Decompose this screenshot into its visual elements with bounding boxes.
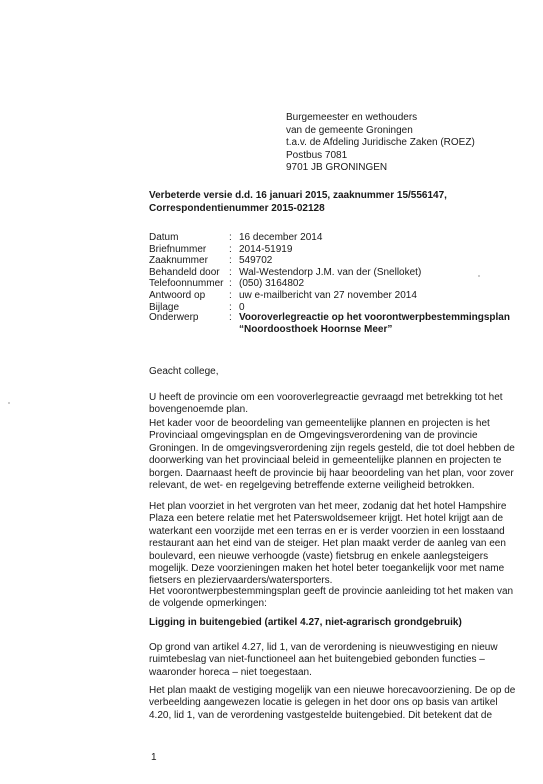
meta-label: Briefnummer <box>149 243 207 255</box>
subject-value: Vooroverlegreactie op het voorontwerpbestemmingsplan “Noordoosthoek Hoornse Meer” <box>239 312 510 335</box>
paragraph: Op grond van artikel 4.27, lid 1, van de verordening is nieuwvestiging en nieuw ruimtebeslag van niet-functioneel aan het buitengebied gebonden functies – waaronder horeca – niet toegestaan. <box>149 642 498 678</box>
meta-separator: : <box>229 255 232 267</box>
meta-label: Zaaknummer <box>149 255 208 267</box>
meta-label: Telefoonnummer <box>149 278 224 290</box>
address-line: van de gemeente Groningen <box>286 124 413 136</box>
meta-value: 16 december 2014 <box>239 232 323 243</box>
meta-row-telefoonnummer <box>149 278 421 290</box>
recipient-address <box>286 112 475 175</box>
subject-label: Onderwerp <box>149 312 199 323</box>
address-line: t.a.v. de Afdeling Juridische Zaken (ROEZ) <box>286 137 475 148</box>
meta-separator: : <box>229 301 232 313</box>
paragraph: U heeft de provincie om een vooroverlegreactie gevraagd met betrekking tot het bovengenoemde plan. <box>149 392 503 416</box>
meta-value: uw e-mailbericht van 27 november 2014 <box>239 289 417 301</box>
meta-separator: : <box>229 289 232 301</box>
subject-line <box>149 312 529 336</box>
meta-value: 2014-51919 <box>239 243 293 255</box>
meta-value: 549702 <box>239 255 273 267</box>
meta-separator: : <box>229 232 232 243</box>
salutation: Geacht college, <box>149 366 219 377</box>
meta-label: Bijlage <box>149 301 180 313</box>
paragraph: Het kader voor de beoordeling van gemeentelijke plannen en projecten is het Provinciaal omgevingsplan en de Omgevingsverordening van de provincie Groningen. In de omgevingsverordening zijn regels gesteld, die tot doel hebben de doorwerking van het provinciaal beleid in gemeentelijke plannen en projecten te borgen. Daarnaast heeft de provincie bij haar beoordeling van het plan, voor zover relevant, de wet- en regelgeving betreffende externe veiligheid betrokken. <box>149 418 515 492</box>
meta-row-antwoord-op <box>149 290 421 302</box>
meta-row-datum <box>149 232 421 244</box>
meta-separator: : <box>229 266 232 278</box>
meta-separator: : <box>229 278 232 290</box>
paragraph: Het plan maakt de vestiging mogelijk van een nieuwe horecavoorziening. De op de verbeelding aangewezen locatie is gelegen in het door ons op basis van artikel 4.20, lid 1, van de verordening vastgestelde buitengebied. Dit betekent dat de <box>149 685 516 721</box>
meta-separator: : <box>229 243 232 255</box>
address-line: Postbus 7081 <box>286 149 348 161</box>
version-note: Verbeterde versie d.d. 16 januari 2015, zaaknummer 15/556147, Correspondentienummer 2015-02128 <box>149 190 447 214</box>
meta-label: Datum <box>149 232 179 243</box>
meta-value: Wal-Westendorp J.M. van der (Snelloket) <box>239 266 422 278</box>
scan-speck <box>8 402 10 404</box>
meta-value: (050) 3164802 <box>239 278 305 290</box>
paragraph: Het plan voorziet in het vergroten van het meer, zodanig dat het hotel Hampshire Plaza een betere relatie met het Paterswoldsemeer krijgt. Het hotel krijgt aan de waterkant een voorzijde met een terras en er is verder voorzien in een losstaand restaurant aan het eind van de steiger. Het plan maakt verder de aanleg van een boulevard, een nieuwe verhoogde (vaste) fietsbrug en enkele aanlegsteigers mogelijk. Deze voorzieningen maken het hotel beter toegankelijk voor met name fietsers en pleziervaarders/watersporters. <box>149 501 507 587</box>
section-heading: Ligging in buitengebied (artikel 4.27, niet-agrarisch grondgebruik) <box>149 617 462 628</box>
meta-row-behandeld-door <box>149 267 421 279</box>
meta-row-zaaknummer <box>149 255 421 267</box>
paragraph: Het voorontwerpbestemmingsplan geeft de provincie aanleiding tot het maken van de volgende opmerkingen: <box>149 586 514 610</box>
address-line: Burgemeester en wethouders <box>286 112 418 123</box>
scan-speck <box>478 275 480 277</box>
meta-row-briefnummer <box>149 244 421 256</box>
meta-label: Antwoord op <box>149 289 206 301</box>
address-line: 9701 JB GRONINGEN <box>286 162 388 173</box>
page-number: 1 <box>151 752 157 763</box>
subject-separator: : <box>229 312 232 323</box>
letter-metadata <box>149 232 421 313</box>
meta-value: 0 <box>239 301 245 313</box>
meta-label: Behandeld door <box>149 266 220 278</box>
